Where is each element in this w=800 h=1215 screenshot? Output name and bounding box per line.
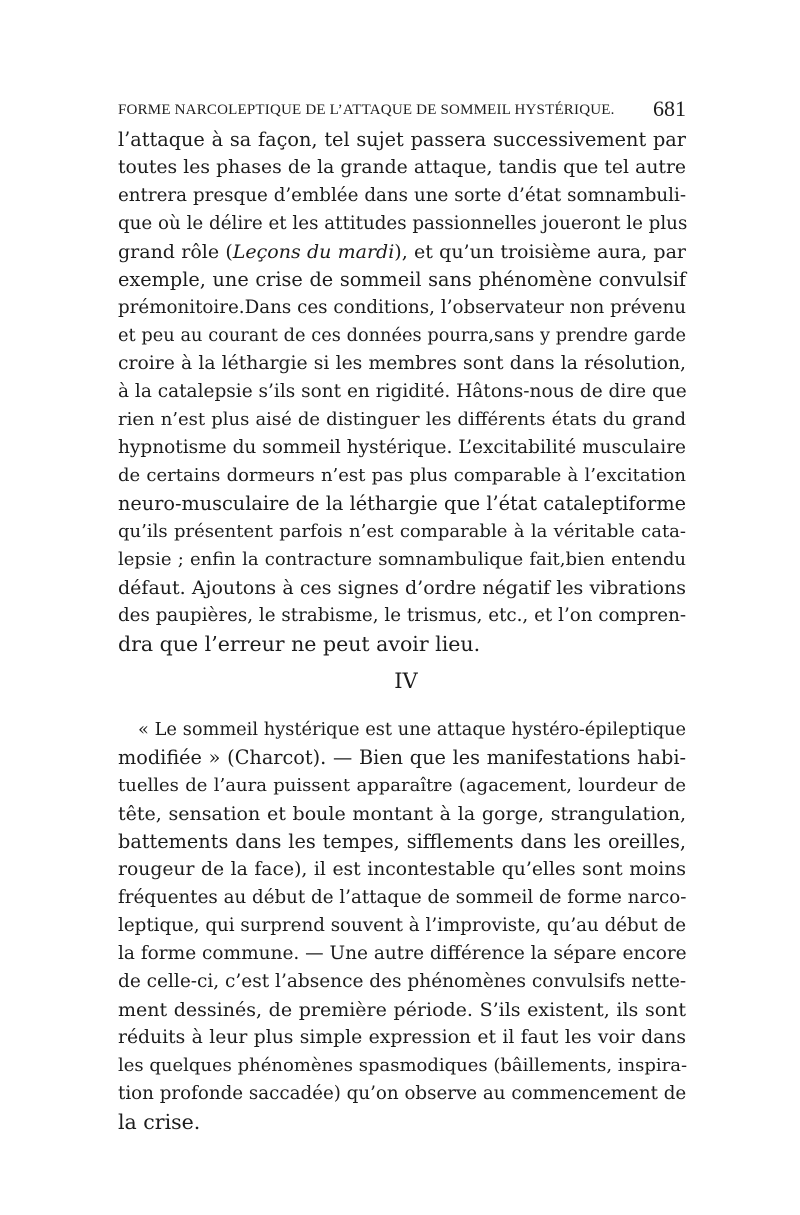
- text-line: réduits à leur plus simple expression et il faut les voir dans: [118, 1027, 686, 1048]
- text-line: hypnotisme du sommeil hystérique. L’excitabilité musculaire: [118, 437, 686, 458]
- text-line: lepsie ; enfin la contracture somnambulique fait,bien entendu: [118, 549, 686, 570]
- running-title: FORME NARCOLEPTIQUE DE L’ATTAQUE DE SOMMEIL HYSTÉRIQUE.: [118, 102, 615, 118]
- text-line: prémonitoire.Dans ces conditions, l’observateur non prévenu: [118, 297, 686, 318]
- text-line: qu’ils présentent parfois n’est comparable à la véritable cata-: [118, 521, 686, 542]
- text-line: [118, 238, 686, 266]
- text-line: tuelles de l’aura puissent apparaître (agacement, lourdeur de: [118, 775, 686, 796]
- text-line: l’attaque à sa façon, tel sujet passera successivement par: [118, 128, 686, 151]
- text-line: tion profonde saccadée) qu’on observe au commencement de: [118, 1083, 687, 1104]
- text-line: à la catalepsie s’ils sont en rigidité. Hâtons-nous de dire que: [118, 381, 687, 402]
- text-line: des paupières, le strabisme, le trismus, etc., et l’on compren-: [118, 605, 686, 626]
- page-number: 681: [653, 96, 686, 121]
- page-header: [118, 96, 686, 122]
- text-line: ment dessinés, de première période. S’ils existent, ils sont: [118, 999, 686, 1021]
- text-line: « Le sommeil hystérique est une attaque hystéro-épileptique: [138, 720, 686, 740]
- text-segment: ), et qu’un troisième aura, par: [394, 241, 687, 263]
- text-line: leptique, qui surprend souvent à l’improviste, qu’au début de: [118, 915, 687, 936]
- text-line: battements dans les tempes, sifflements dans les oreilles,: [118, 830, 686, 853]
- text-line: dra que l’erreur ne peut avoir lieu.: [118, 632, 481, 656]
- text-line: de celle-ci, c’est l’absence des phénomènes convulsifs nette-: [118, 971, 687, 992]
- text-line: les quelques phénomènes spasmodiques (bâillements, inspira-: [118, 1055, 688, 1076]
- text-line: entrera presque d’emblée dans une sorte d’état somnambuli-: [118, 185, 686, 206]
- text-line: et peu au courant de ces données pourra,sans y prendre garde: [118, 326, 686, 346]
- text-line: rougeur de la face), il est incontestable qu’elles sont moins: [118, 859, 686, 880]
- text-line: exemple, une crise de sommeil sans phénomène convulsif: [118, 268, 686, 291]
- text-segment: grand rôle (: [118, 241, 233, 263]
- text-line: croire à la léthargie si les membres sont dans la résolution,: [118, 353, 686, 374]
- text-line: fréquentes au début de l’attaque de sommeil de forme narco-: [118, 887, 687, 908]
- text-line: rien n’est plus aisé de distinguer les différents états du grand: [118, 409, 686, 430]
- text-line: toutes les phases de la grande attaque, tandis que tel autre: [118, 157, 686, 178]
- text-line: neuro-musculaire de la léthargie que l’état cataleptiforme: [118, 492, 686, 515]
- text-line: défaut. Ajoutons à ces signes d’ordre négatif les vibrations: [118, 577, 686, 599]
- italic-book-title: Leçons du mardi: [232, 241, 395, 263]
- text-line: tête, sensation et boule montant à la gorge, strangulation,: [118, 803, 686, 825]
- text-line: modifiée » (Charcot). — Bien que les manifestations habi-: [118, 746, 686, 769]
- text-line: la forme commune. — Une autre différence la sépare encore: [118, 943, 687, 964]
- text-line: la crise.: [118, 1110, 201, 1134]
- section-heading: IV: [394, 669, 418, 693]
- text-line: que où le délire et les attitudes passionnelles joueront le plus: [118, 213, 688, 234]
- text-line: de certains dormeurs n’est pas plus comparable à l’excitation: [118, 465, 686, 486]
